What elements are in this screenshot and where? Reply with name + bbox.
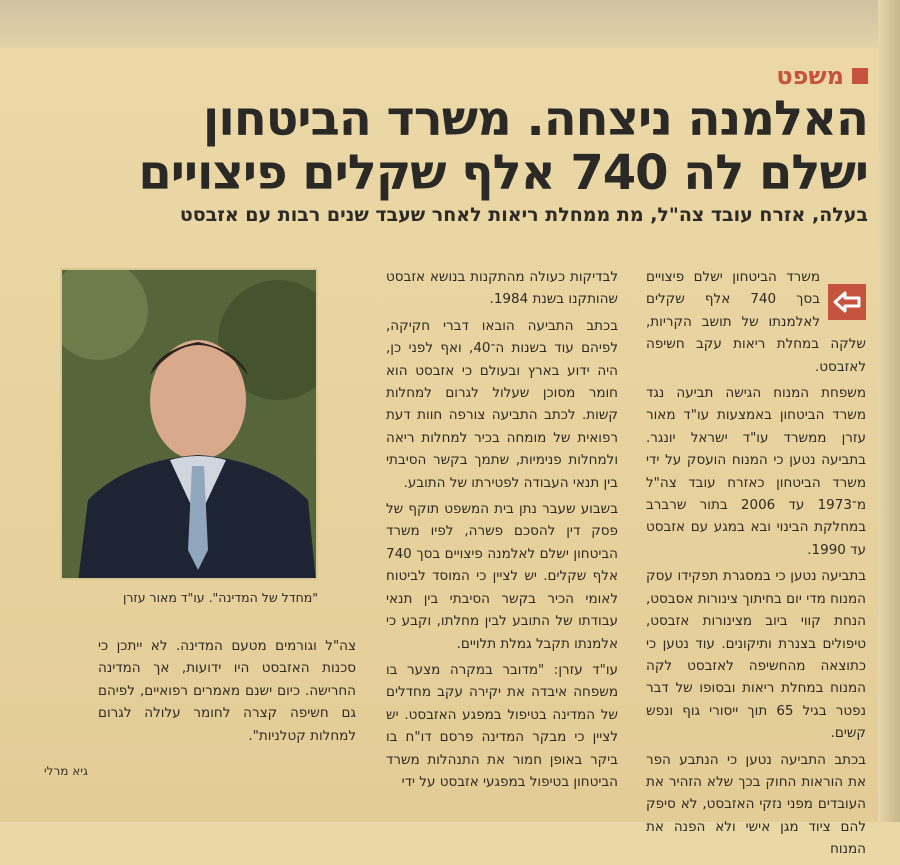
article-paragraph: משרד הביטחון ישלם פיצויים בסך 740 אלף שקלים לאלמנתו של תושב הקריות, שלקה במחלת ריאות עקב חשיפה לאזבסט. [646,269,866,375]
subheadline: בעלה, אזרח עובד צה"ל, מת ממחלת ריאות לאחר שעבד שנים רבות עם אזבסט [179,204,868,226]
section-square-icon [852,68,868,84]
article-paragraph: עו"ד עזרן: "מדובר במקרה מצער בו משפחה איבדה את יקירה עקב מחדלים של המדינה בטיפול במפגע האזבסט. יש לציין כי מבקר המדינה פרסם דו"ח בו ביקר באופן חמור את התנהלות משרד הביטחון בטיפול במפגעי אזבסט על ידי [386,661,618,790]
headline-line-2: ישלם לה 740 אלף שקלים פיצויים [138,145,868,201]
article-paragraph: בשבוע שעבר נתן בית המשפט תוקף של פסק דין להסכם פשרה, לפיו משרד הביטחון ישלם לאלמנה פיצויים בסך 740 אלף שקלים. יש לציין כי המוסד לביטוח לאומי הכיר בקשר הסיבתי בין תנאי עבודתו של התובע לבין מחלתו, וקבע כי אלמנתו תקבל גמלת תלויים. [386,501,618,652]
page-top-edge [0,0,900,48]
article-column-middle [386,266,618,797]
arrow-left-icon [828,284,866,320]
article-paragraph: משפחת המנוח הגישה תביעה נגד משרד הביטחון באמצעות עו"ד מאור עזרן ממשרד עו"ד ישראל יונגר. בתביעה נטען כי המנוח הועסק על ידי משרד הביטחון כאזרח עובד צה"ל מ־1973 עד 2006 בתור שרברב במחלקת הבינוי ובא במגע עם אזבסט עד 1990. [646,385,866,558]
page-right-edge [878,0,900,822]
author-credit: גיא מרלי [44,764,88,778]
article-paragraph: בתביעה נטען כי במסגרת תפקידו עסק המנוח מדי יום בחיתוך צינורות אסבסט, הנחת קווי ביוב מצינורות אזבסט, טיפולים בצנרת ותיקונים. עוד נטען כי כתוצאה מהחשיפה לאזבסט לקה המנוח במחלת ריאות ובסופו של דבר נפטר בגיל 65 תוך ייסורי גוף ונפש קשים. [646,568,866,742]
article-paragraph: בכתב התביעה הובאו דברי חקיקה, לפיהם עוד בשנות ה־40, ואף לפני כן, היה ידוע בארץ ובעולם כי אזבסט הוא חומר מסוכן שעלול לגרום למחלות קשות. לכתב התביעה צורפה חוות דעת רפואית של מומחה בכיר למחלות ריאה ולמחלות פנימיות, שתמך בקשר הסיבתי בין תנאי העבודה לפטירתו של התובע. [386,317,618,491]
section-tag [776,62,868,90]
section-label: משפט [776,62,844,90]
article-paragraph: בכתב התביעה נטען כי הנתבע הפר את הוראות החוק בכך שלא הזהיר את העובדים מפני נזקי האזבסט, לא סיפק להם ציוד מגן אישי ולא הפנה את המנוח [646,751,866,858]
article-column-right [646,266,866,865]
photo-caption: "מחדל של המדינה". עו"ד מאור עזרן [122,590,318,605]
article-paragraph: לבדיקות כעולה מהתקנות בנושא אזבסט שהותקנו בשנת 1984. [386,269,618,308]
article-paragraph: צה"ל וגורמים מטעם המדינה. לא ייתכן כי סכנות האזבסט היו ידועות, אך המדינה החרישה. כיום ישנם מאמרים רפואיים, לפיהם גם חשיפה קצרה לחומר עלולה לגרום למחלות קטלניות". [98,638,356,744]
article-column-left [98,635,356,751]
lawyer-photo [60,268,318,580]
headline-line-1: האלמנה ניצחה. משרד הביטחון [202,91,868,147]
headline [28,92,868,200]
